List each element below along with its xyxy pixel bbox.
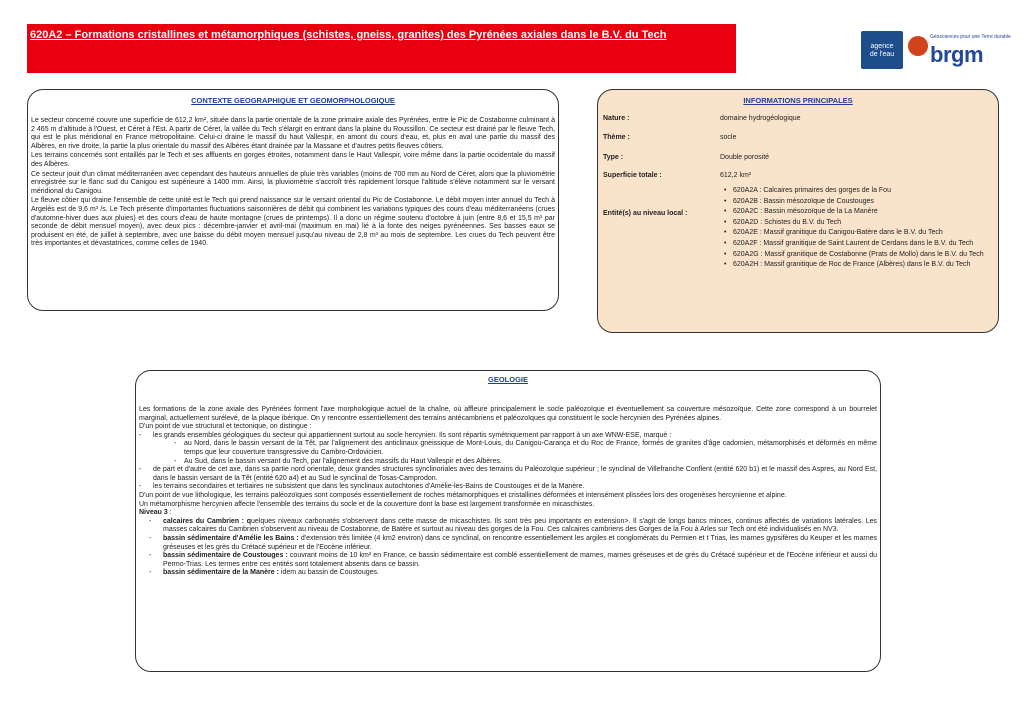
type-value: Double porosité	[720, 154, 770, 161]
niveau-heading: Niveau 3 :	[139, 509, 172, 517]
list-item: • 620A2H : Massif granitique de Roc de France (Albères) dans le B.V. du Tech	[724, 261, 996, 269]
informations-title: INFORMATIONS PRINCIPALES	[743, 96, 853, 105]
contexte-paragraph: Le fleuve côtier qui draine l'ensemble de cette unité est le Tech qui prend naissance sur le versant oriental du Pic de Costabonne. Le débit moyen inter annuel du Tech à Argelès est de 9,6 m³ /s. Le Tech présente d'importantes fluctuations saisonnières de débit qui combinent les variations typiques des cours d'eau méditerranéens (crues d'automne-hiver dues aux pluies) et des cours d'eau de haute montagne (crues de printemps). Il a donc un régime soutenu d'octobre à juin (entre 8,6 et 15,5 m³ par seconde de débit mensuel moyen), avec deux pics : décembre-janvier et avril-mai (maximum en mai) lié à la fonte des neiges pyrénéennes. Ses basses eaux se produisent en été, de juillet à septembre, avec une baisse du débit moyen mensuel jusqu'au niveau de 2,8 m³ au mois de septembre. Les crues du Tech peuvent être très importantes et dévastatrices, comme celles de 1940.	[31, 197, 555, 248]
contexte-paragraph: Le secteur concerné couvre une superficie de 612,2 km², située dans la partie orientale de la zone primaire axiale des Pyrénées, entre le Pic de Costabonne culminant à 2 465 m d'altitude à l'Ouest, et Céret à l'Est. A partir de Céret, la vallée du Tech s'élargit en entrant dans la plaine du Roussillon. Ce secteur est drainé par le fleuve Tech, qui est le plus méridional en France métropolitaine. Celui-ci draine le massif du haut Vallespir, en amont du cours d'eau, et, plus en aval une partie du massif des Albères, en rive droite, la partie la plus orientale du massif des Albères étant drainée par la Massane et d'autres petits fleuves côtiers.	[31, 117, 555, 150]
list-item: - bassin sédimentaire d'Amélie les Bains : d'extension très limitée (4 km2 environ) dans ce synclinal, on rencontre essentiellement les argiles et conglomérats du Permien et t Trias, les marnes gypsifères du Keuper et les marnes gréseuses et les grès du Crétacé supérieur et de l'Eocène inférieur.	[149, 534, 877, 551]
list-item: • 620A2E : Massif granitique du Canigou-Batère dans le B.V. du Tech	[724, 229, 996, 237]
brgm-logo	[908, 32, 1018, 68]
geologie-panel	[135, 370, 881, 672]
brgm-emblem-icon	[908, 36, 928, 56]
geologie-metamorph: Un métamorphisme hercynien affecte l'ensemble des terrains du socle et de la couverture dont la base est largement transformée en micaschistes.	[139, 500, 595, 508]
list-item: - bassin sédimentaire de la Manère : idem au bassin de Coustouges.	[149, 569, 379, 577]
list-item: • 620A2F : Massif granitique de Saint Laurent de Cerdans dans le B.V. du Tech	[724, 240, 996, 248]
geologie-structural: D'un point de vue structural et tectonique, on distingue :	[139, 423, 312, 431]
list-item: • 620A2D : Schistes du B.V. du Tech	[724, 219, 996, 227]
type-label: Type :	[603, 154, 624, 161]
informations-panel	[597, 89, 999, 333]
geologie-litho: D'un point de vue lithologique, les terrains paléozoïques sont composés essentiellement de roches métamorphiques et cristallines déformées et intensément plissées lors des orogenèses hercynienne et alpine.	[139, 491, 787, 499]
list-item: - les grands ensembles géologiques du secteur qui appartiennent surtout au socle hercynien. Ils sont répartis symétriquement par rapport à un axe WNW-ESE, marqué :	[139, 431, 672, 439]
agence-de-l-eau-logo	[861, 31, 903, 69]
logo-line-2: de l'eau	[869, 51, 895, 58]
list-item: - bassin sédimentaire de Coustouges : couvrant moins de 10 km² en France, ce bassin sédimentaire est comblé essentiellement de marnes, marnes gréseuses et de grès du Crétacé supérieur et de l'Eocène inférieur et aussi du Permo-Trias. Les termes entre ces entités sont totalement absents dans ce bassin.	[149, 552, 877, 568]
list-item: • 620A2C : Bassin mésozoïque de la La Manère	[724, 208, 996, 216]
list-item: • 620A2B : Bassin mésozoïque de Coustouges	[724, 198, 996, 206]
superficie-label: Superficie totale :	[603, 172, 662, 179]
entites-list	[724, 187, 996, 272]
nature-value: domaine hydrogéologique	[720, 115, 801, 122]
list-item: • 620A2A : Calcaires primaires des gorges de la Fou	[724, 187, 996, 195]
nature-label: Nature :	[603, 115, 630, 122]
list-item: - au Nord, dans le bassin versant de la Têt, par l'alignement des anticlinaux gneissique de Mont-Louis, du Canigou-Carança et du Roc de France, formés de granites d'âge cadomien, métamorphisés et déformés en même temps que leur couverture transgressive du Cambro-Ordovicien.	[174, 440, 877, 456]
list-item: • 620A2G : Massif granitique de Costabonne (Prats de Mollo) dans le B.V. du Tech	[724, 251, 996, 259]
brgm-tagline: Géosciences pour une Terre durable	[930, 34, 1011, 40]
theme-value: socle	[720, 134, 737, 141]
list-item: - Au Sud, dans le bassin versant du Tech, par l'alignement des massifs du Haut Vallespir et des Albères.	[174, 457, 502, 465]
list-item: - calcaires du Cambrien : quelques niveaux carbonatés s'observent dans cette masse de micaschistes. Ils sont très peu importants en extension>. Il s'agit de longs bancs minces, continus affectés de variations latérales. Les masses calcaires du Cambrien s'observent au niveau de Costabonne, de Batère et surtout au niveau des gorges de la Fou. Ces calcaires cambriens des Gorges de la Fou à Arles sur Tech ont été individualisés en NV3.	[149, 517, 878, 534]
superficie-value: 612,2 km²	[720, 172, 752, 179]
contexte-title: CONTEXTE GEOGRAPHIQUE ET GEOMORPHOLOGIQUE	[191, 96, 395, 105]
page-title: 620A2 – Formations cristallines et métamorphiques (schistes, gneiss, granites) des Pyrénées axiales dans le B.V. du Tech	[30, 29, 667, 41]
list-item: - les terrains secondaires et tertiaires ne subsistent que dans les synclinaux autochtones d'Amélie-les-Bains de Coustouges et de la Manère.	[139, 483, 585, 491]
brgm-wordmark: brgm	[930, 42, 983, 67]
title-banner	[27, 24, 736, 73]
geologie-intro: Les formations de la zone axiale des Pyrénées forment l'axe morphologique actuel de la chaîne, où affleure principalement le socle paléozoïque et éventuellement sa couverture mésozoïque. Cette zone correspond à un bourrelet marginal, actuellement surélevé, de la plaque ibérique. On y rencontre essentiellement des terrains antécambriens et paléozoïques qui constituent le socle hercynien des Pyrénées alpines.	[139, 406, 877, 422]
contexte-panel	[27, 89, 559, 311]
contexte-paragraph: Les terrains concernés sont entaillés par le Tech et ses affluents en gorges étroites, notamment dans le Haut Vallespir, voire même dans la partie occidentale du massif des Albères.	[31, 152, 555, 168]
geologie-title: GEOLOGIE	[487, 375, 528, 384]
theme-label: Thème :	[603, 134, 630, 141]
logo-line-1: agence	[870, 43, 894, 50]
contexte-paragraph: Ce secteur jouit d'un climat méditerranéen avec cependant des hauteurs annuelles de pluie très variables (moins de 700 mm au Nord de Céret, alors que la pluviométrie enregistrée sur le flanc sud du Canigou est supérieure à 1400 mm. Ainsi, la pluviométrie s'accroît très rapidement lorsque l'altitude s'élève notamment sur le versant méridional du Canigou.	[31, 170, 555, 195]
geologie-body	[139, 406, 877, 578]
entites-label: Entité(s) au niveau local :	[603, 210, 688, 217]
contexte-body	[31, 117, 555, 250]
list-item: - de part et d'autre de cet axe, dans sa partie nord orientale, deux grandes structures synclinoriales avec des terrains du Paléozoïque supérieur ; le synclinal de Villefranche Conflent (entité 620 b1) et le massif des Aspres, au Nord Est, dans le bassin versant de la Têt (entité 620 a4) et au Sud le synclinal de Tosas-Camprodon.	[139, 466, 877, 482]
